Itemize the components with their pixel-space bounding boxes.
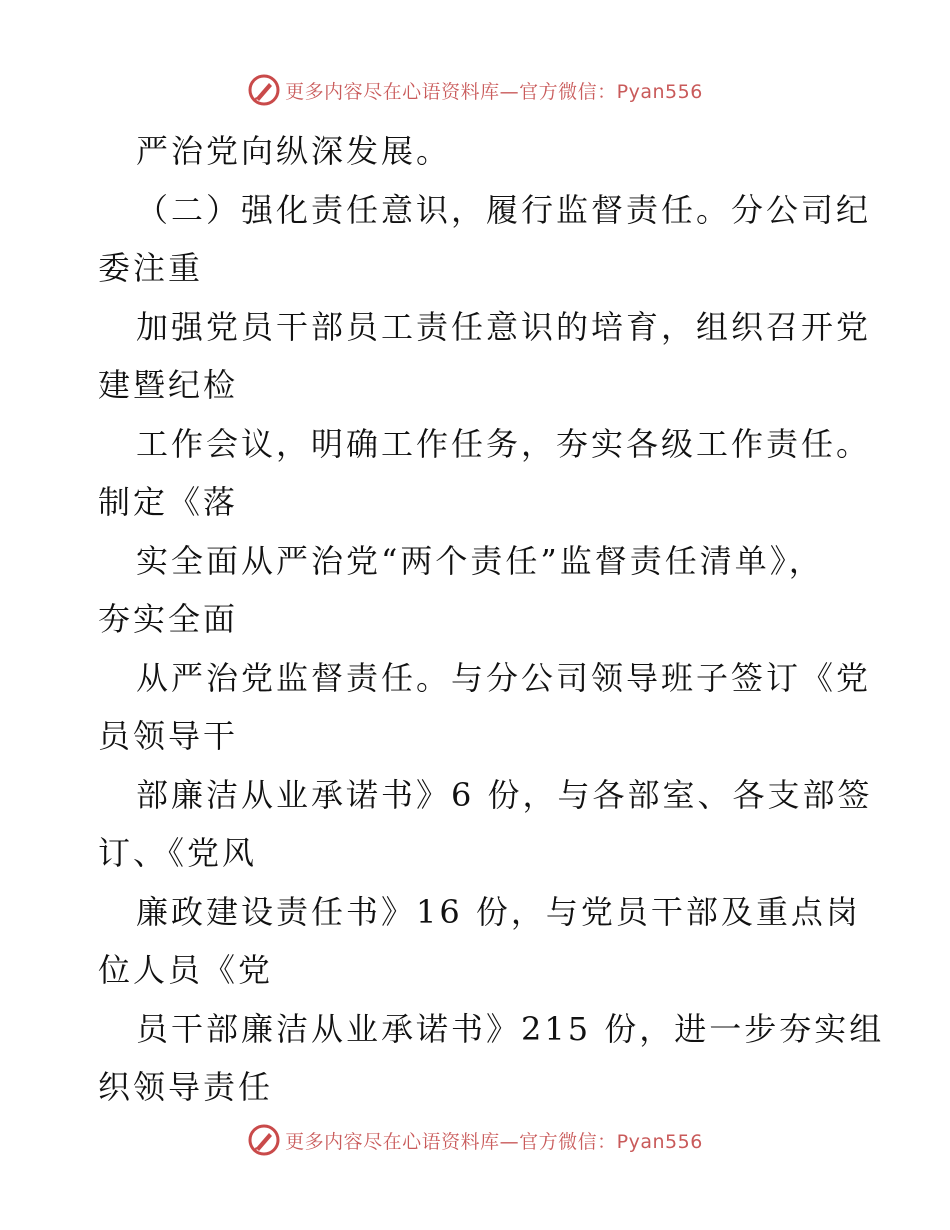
paragraph-line: 制定《落 — [98, 483, 239, 521]
paragraph-line: 部廉洁从业承诺书》6 份，与各部室、各支部签 — [136, 775, 873, 814]
footer-banner-text: 更多内容尽在心语资料库—官方微信：Pyan556 — [285, 1130, 703, 1153]
footer-banner — [0, 1120, 950, 1160]
pen-logo-icon — [247, 73, 281, 107]
paragraph-line: 夯实全面 — [98, 600, 239, 638]
document-body — [98, 122, 885, 1117]
paragraph-line: 织领导责任 — [98, 1068, 274, 1106]
paragraph-line: 工作会议，明确工作任务，夯实各级工作责任。 — [136, 424, 872, 463]
paragraph-line: 员领导干 — [98, 717, 239, 755]
header-banner-text: 更多内容尽在心语资料库—官方微信：Pyan556 — [285, 80, 703, 103]
paragraph-line: （二）强化责任意识，履行监督责任。分公司纪 — [136, 190, 872, 229]
pen-logo-icon — [247, 1123, 281, 1157]
paragraph-line: 位人员《党 — [98, 951, 274, 989]
paragraph-line: 廉政建设责任书》16 份，与党员干部及重点岗 — [136, 892, 861, 931]
paragraph-line: 订、《党风 — [98, 834, 258, 872]
paragraph-line: 建暨纪检 — [98, 366, 239, 404]
paragraph-line: 员干部廉洁从业承诺书》215 份，进一步夯实组 — [136, 1009, 885, 1048]
header-banner — [0, 70, 950, 110]
paragraph-line: 严治党向纵深发展。 — [136, 132, 452, 170]
paragraph-line: 实全面从严治党“两个责任”监督责任清单》， — [136, 541, 824, 580]
paragraph-line: 从严治党监督责任。与分公司领导班子签订《党 — [136, 658, 872, 697]
paragraph-line: 加强党员干部员工责任意识的培育，组织召开党 — [136, 307, 872, 346]
paragraph-line: 委注重 — [98, 249, 204, 287]
